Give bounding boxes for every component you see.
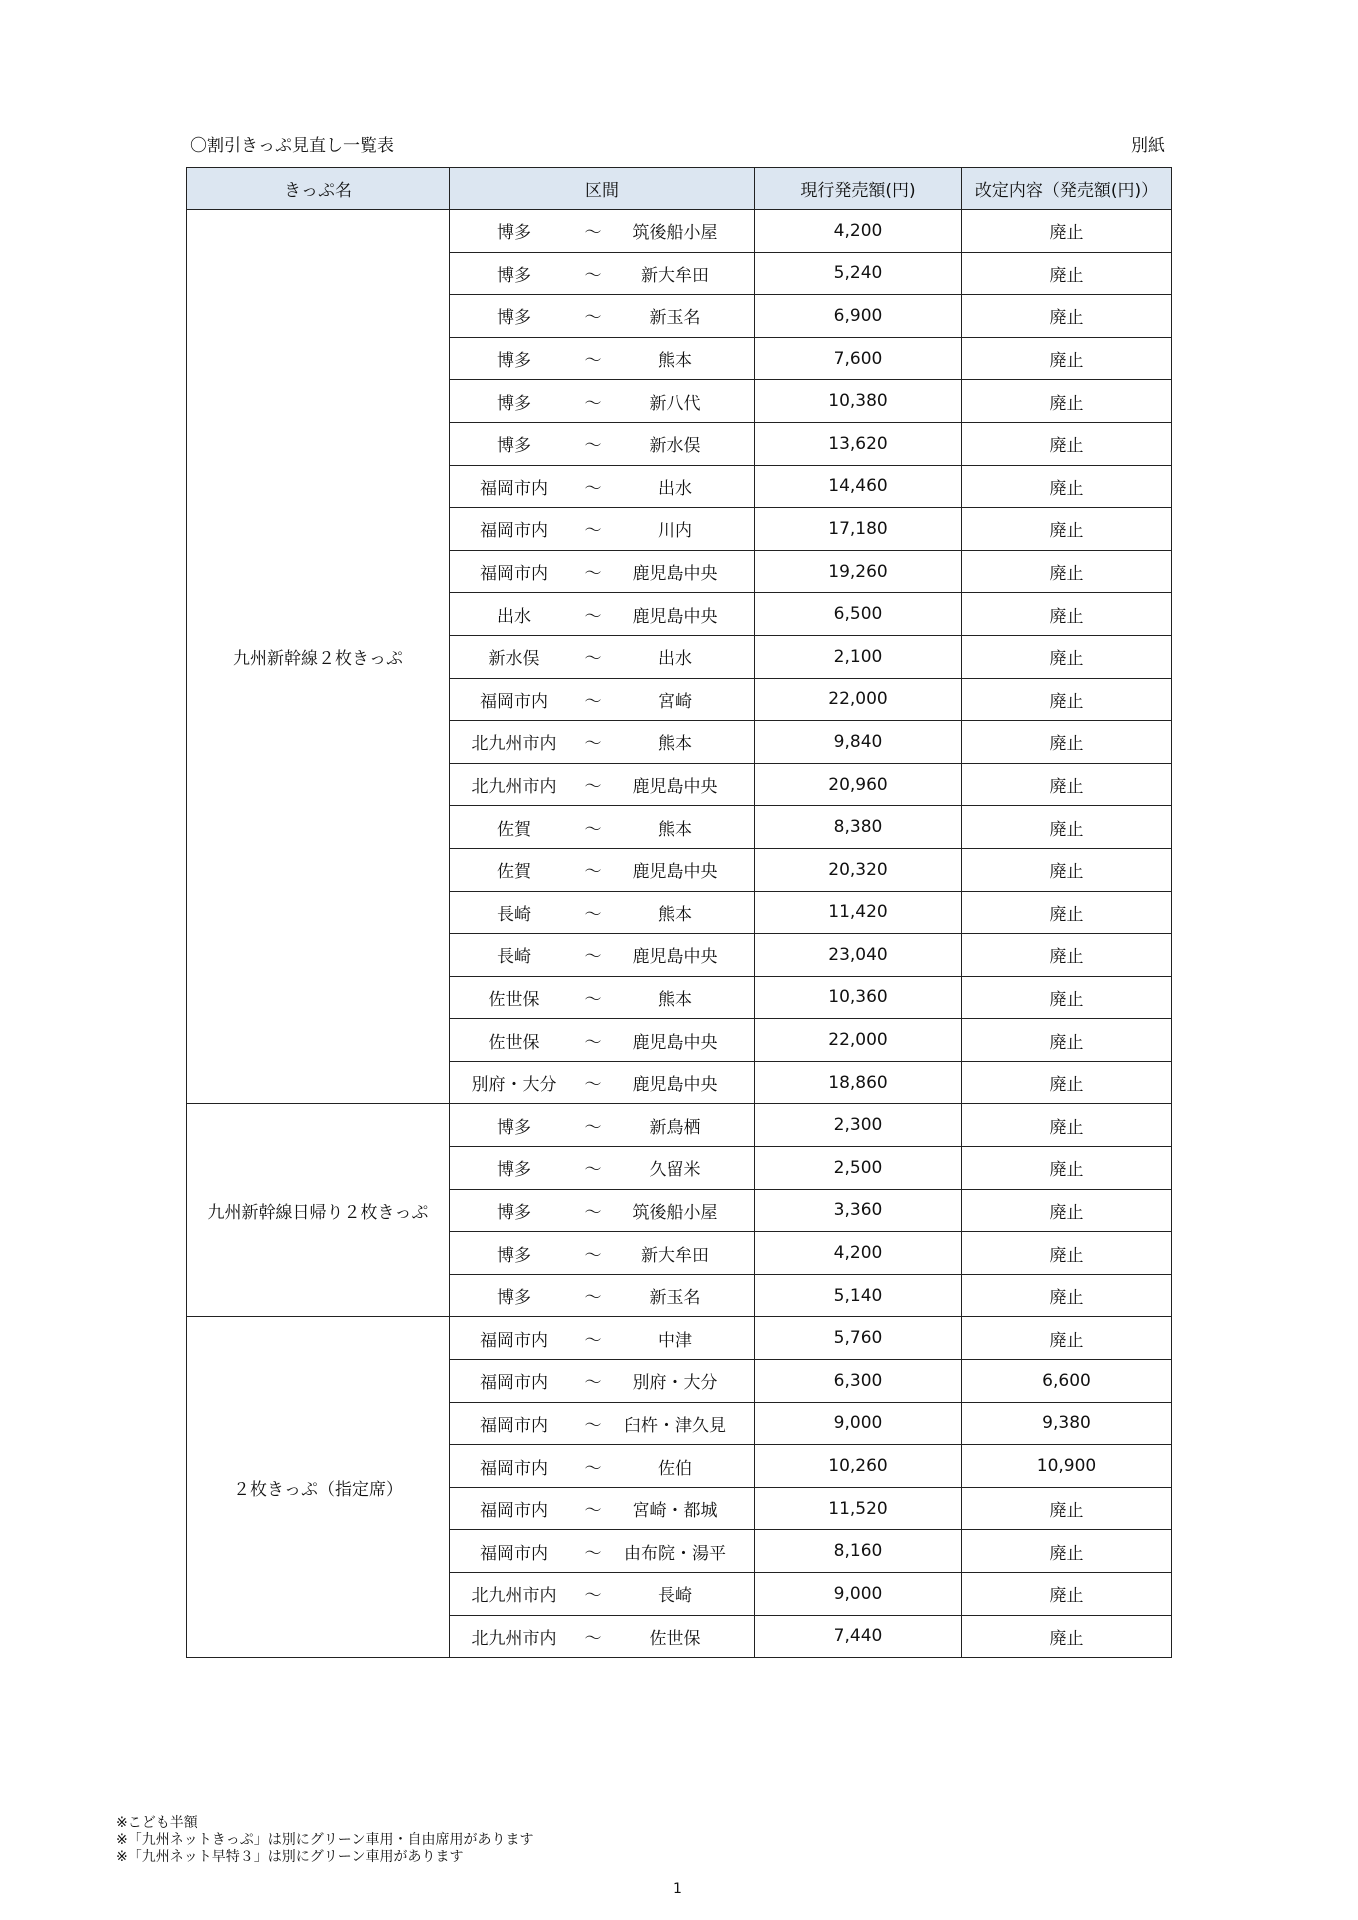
revision-cell: 廃止 bbox=[962, 721, 1172, 764]
section-cell bbox=[450, 252, 755, 295]
header-current-price: 現行発売額(円) bbox=[755, 168, 962, 210]
section-from: 佐世保 bbox=[488, 989, 540, 1010]
section-to: 川内 bbox=[658, 521, 692, 542]
section-cell bbox=[450, 380, 755, 423]
section-to: 佐世保 bbox=[649, 1628, 701, 1649]
current-price-cell: 11,520 bbox=[755, 1487, 962, 1530]
section-cell bbox=[450, 976, 755, 1019]
section-to: 別府・大分 bbox=[632, 1373, 718, 1394]
revision-cell: 廃止 bbox=[962, 891, 1172, 934]
current-price-cell: 9,000 bbox=[755, 1573, 962, 1616]
section-from: 佐賀 bbox=[497, 819, 531, 840]
current-price-cell: 7,600 bbox=[755, 337, 962, 380]
section-tilde: ～ bbox=[584, 691, 602, 712]
current-price-cell: 10,360 bbox=[755, 976, 962, 1019]
section-tilde: ～ bbox=[584, 777, 602, 798]
current-price-cell: 6,900 bbox=[755, 295, 962, 338]
section-tilde: ～ bbox=[584, 308, 602, 329]
revision-cell: 廃止 bbox=[962, 1232, 1172, 1275]
section-from: 博多 bbox=[497, 308, 531, 329]
section-tilde: ～ bbox=[584, 1245, 602, 1266]
section-to: 筑後船小屋 bbox=[632, 1202, 718, 1223]
section-to: 新大牟田 bbox=[641, 1245, 709, 1266]
section-tilde: ～ bbox=[584, 1586, 602, 1607]
section-to: 新玉名 bbox=[649, 1288, 701, 1309]
current-price-cell: 2,300 bbox=[755, 1104, 962, 1147]
section-cell bbox=[450, 678, 755, 721]
current-price-cell: 8,380 bbox=[755, 806, 962, 849]
section-to: 鹿児島中央 bbox=[632, 564, 718, 585]
section-to: 臼杵・津久見 bbox=[624, 1415, 726, 1436]
header-ticket-name: きっぷ名 bbox=[187, 168, 450, 210]
section-tilde: ～ bbox=[584, 1288, 602, 1309]
section-from: 博多 bbox=[497, 223, 531, 244]
revision-cell: 廃止 bbox=[962, 848, 1172, 891]
section-tilde: ～ bbox=[584, 1117, 602, 1138]
section-from: 福岡市内 bbox=[480, 1330, 548, 1351]
section-cell bbox=[450, 934, 755, 977]
footnotes bbox=[116, 1815, 533, 1866]
revision-cell: 廃止 bbox=[962, 1530, 1172, 1573]
section-to: 久留米 bbox=[649, 1160, 701, 1181]
section-from: 福岡市内 bbox=[480, 1543, 548, 1564]
current-price-cell: 5,760 bbox=[755, 1317, 962, 1360]
current-price-cell: 22,000 bbox=[755, 1019, 962, 1062]
section-tilde: ～ bbox=[584, 478, 602, 499]
section-from: 北九州市内 bbox=[471, 1586, 557, 1607]
section-from: 博多 bbox=[497, 1288, 531, 1309]
section-cell bbox=[450, 1274, 755, 1317]
section-from: 長崎 bbox=[497, 904, 531, 925]
section-tilde: ～ bbox=[584, 1628, 602, 1649]
section-from: 北九州市内 bbox=[471, 734, 557, 755]
section-cell bbox=[450, 1360, 755, 1403]
section-cell bbox=[450, 550, 755, 593]
section-from: 福岡市内 bbox=[480, 1458, 548, 1479]
footnote: ※「九州ネットきっぷ」は別にグリーン車用・自由席用があります bbox=[116, 1832, 534, 1848]
current-price-cell: 5,140 bbox=[755, 1274, 962, 1317]
revision-cell: 廃止 bbox=[962, 934, 1172, 977]
section-tilde: ～ bbox=[584, 1160, 602, 1181]
footnote: ※こども半額 bbox=[116, 1815, 198, 1831]
section-cell bbox=[450, 1487, 755, 1530]
table-row bbox=[187, 1317, 1172, 1360]
section-tilde: ～ bbox=[584, 862, 602, 883]
section-cell bbox=[450, 465, 755, 508]
section-cell bbox=[450, 1232, 755, 1275]
current-price-cell: 23,040 bbox=[755, 934, 962, 977]
section-cell bbox=[450, 1189, 755, 1232]
current-price-cell: 22,000 bbox=[755, 678, 962, 721]
revision-cell: 廃止 bbox=[962, 465, 1172, 508]
section-from: 福岡市内 bbox=[480, 691, 548, 712]
revision-cell: 廃止 bbox=[962, 1189, 1172, 1232]
section-tilde: ～ bbox=[584, 1075, 602, 1096]
section-to: 出水 bbox=[658, 649, 692, 670]
section-to: 由布院・湯平 bbox=[624, 1543, 726, 1564]
page-title: 〇割引きっぷ見直し一覧表 bbox=[190, 136, 394, 156]
section-cell bbox=[450, 1573, 755, 1616]
section-to: 新鳥栖 bbox=[649, 1117, 701, 1138]
revision-cell: 廃止 bbox=[962, 295, 1172, 338]
header-revision: 改定内容（発売額(円)） bbox=[962, 168, 1172, 210]
section-tilde: ～ bbox=[584, 989, 602, 1010]
current-price-cell: 10,380 bbox=[755, 380, 962, 423]
footnote: ※「九州ネット早特３」は別にグリーン車用があります bbox=[116, 1849, 464, 1865]
section-cell bbox=[450, 1445, 755, 1488]
current-price-cell: 6,500 bbox=[755, 593, 962, 636]
revision-cell: 廃止 bbox=[962, 210, 1172, 253]
ticket-name-cell: 九州新幹線日帰り２枚きっぷ bbox=[187, 1104, 450, 1317]
section-cell bbox=[450, 763, 755, 806]
section-cell bbox=[450, 210, 755, 253]
revision-cell: 6,600 bbox=[962, 1360, 1172, 1403]
header-section: 区間 bbox=[450, 168, 755, 210]
revision-cell: 廃止 bbox=[962, 1061, 1172, 1104]
section-tilde: ～ bbox=[584, 1373, 602, 1394]
revision-cell: 廃止 bbox=[962, 1274, 1172, 1317]
current-price-cell: 6,300 bbox=[755, 1360, 962, 1403]
section-cell bbox=[450, 1061, 755, 1104]
section-tilde: ～ bbox=[584, 436, 602, 457]
section-cell bbox=[450, 806, 755, 849]
table-row bbox=[187, 210, 1172, 253]
section-tilde: ～ bbox=[584, 904, 602, 925]
section-to: 新八代 bbox=[649, 393, 701, 414]
current-price-cell: 5,240 bbox=[755, 252, 962, 295]
section-tilde: ～ bbox=[584, 1032, 602, 1053]
section-from: 博多 bbox=[497, 265, 531, 286]
section-tilde: ～ bbox=[584, 1543, 602, 1564]
section-to: 熊本 bbox=[658, 904, 692, 925]
current-price-cell: 7,440 bbox=[755, 1615, 962, 1658]
section-tilde: ～ bbox=[584, 1458, 602, 1479]
section-tilde: ～ bbox=[584, 649, 602, 670]
section-to: 新大牟田 bbox=[641, 265, 709, 286]
section-from: 福岡市内 bbox=[480, 1373, 548, 1394]
section-from: 博多 bbox=[497, 351, 531, 372]
section-to: 鹿児島中央 bbox=[632, 947, 718, 968]
section-tilde: ～ bbox=[584, 265, 602, 286]
section-cell bbox=[450, 1104, 755, 1147]
section-from: 博多 bbox=[497, 1245, 531, 1266]
section-to: 熊本 bbox=[658, 989, 692, 1010]
section-cell bbox=[450, 1530, 755, 1573]
section-to: 出水 bbox=[658, 478, 692, 499]
section-tilde: ～ bbox=[584, 947, 602, 968]
section-cell bbox=[450, 1147, 755, 1190]
table-body bbox=[187, 210, 1172, 1658]
current-price-cell: 3,360 bbox=[755, 1189, 962, 1232]
page-number: 1 bbox=[673, 1881, 682, 1897]
revision-cell: 10,900 bbox=[962, 1445, 1172, 1488]
section-tilde: ～ bbox=[584, 1501, 602, 1522]
section-tilde: ～ bbox=[584, 734, 602, 755]
section-from: 福岡市内 bbox=[480, 521, 548, 542]
revision-cell: 廃止 bbox=[962, 593, 1172, 636]
section-to: 新玉名 bbox=[649, 308, 701, 329]
current-price-cell: 19,260 bbox=[755, 550, 962, 593]
section-from: 佐世保 bbox=[488, 1032, 540, 1053]
section-to: 宮崎 bbox=[658, 691, 692, 712]
section-cell bbox=[450, 508, 755, 551]
section-cell bbox=[450, 721, 755, 764]
current-price-cell: 14,460 bbox=[755, 465, 962, 508]
section-cell bbox=[450, 295, 755, 338]
section-to: 鹿児島中央 bbox=[632, 1075, 718, 1096]
table-row bbox=[187, 1104, 1172, 1147]
revision-cell: 廃止 bbox=[962, 976, 1172, 1019]
revision-cell: 廃止 bbox=[962, 337, 1172, 380]
section-from: 北九州市内 bbox=[471, 1628, 557, 1649]
current-price-cell: 9,840 bbox=[755, 721, 962, 764]
revision-cell: 廃止 bbox=[962, 806, 1172, 849]
ticket-name-cell: ２枚きっぷ（指定席） bbox=[187, 1317, 450, 1658]
section-cell bbox=[450, 1402, 755, 1445]
section-cell bbox=[450, 635, 755, 678]
section-tilde: ～ bbox=[584, 819, 602, 840]
section-tilde: ～ bbox=[584, 393, 602, 414]
section-to: 筑後船小屋 bbox=[632, 223, 718, 244]
revision-cell: 廃止 bbox=[962, 422, 1172, 465]
section-cell bbox=[450, 422, 755, 465]
current-price-cell: 2,100 bbox=[755, 635, 962, 678]
section-from: 佐賀 bbox=[497, 862, 531, 883]
revision-cell: 廃止 bbox=[962, 252, 1172, 295]
section-from: 福岡市内 bbox=[480, 564, 548, 585]
section-tilde: ～ bbox=[584, 1330, 602, 1351]
revision-cell: 廃止 bbox=[962, 1573, 1172, 1616]
section-cell bbox=[450, 1317, 755, 1360]
current-price-cell: 10,260 bbox=[755, 1445, 962, 1488]
current-price-cell: 2,500 bbox=[755, 1147, 962, 1190]
section-from: 北九州市内 bbox=[471, 777, 557, 798]
section-from: 博多 bbox=[497, 1202, 531, 1223]
section-tilde: ～ bbox=[584, 1415, 602, 1436]
current-price-cell: 11,420 bbox=[755, 891, 962, 934]
section-to: 中津 bbox=[658, 1330, 692, 1351]
section-tilde: ～ bbox=[584, 521, 602, 542]
section-from: 別府・大分 bbox=[471, 1075, 557, 1096]
current-price-cell: 18,860 bbox=[755, 1061, 962, 1104]
revision-cell: 廃止 bbox=[962, 1487, 1172, 1530]
current-price-cell: 20,960 bbox=[755, 763, 962, 806]
section-from: 長崎 bbox=[497, 947, 531, 968]
section-to: 鹿児島中央 bbox=[632, 1032, 718, 1053]
revision-cell: 9,380 bbox=[962, 1402, 1172, 1445]
revision-cell: 廃止 bbox=[962, 380, 1172, 423]
revision-cell: 廃止 bbox=[962, 550, 1172, 593]
section-cell bbox=[450, 848, 755, 891]
section-tilde: ～ bbox=[584, 606, 602, 627]
revision-cell: 廃止 bbox=[962, 1019, 1172, 1062]
revision-cell: 廃止 bbox=[962, 763, 1172, 806]
section-to: 長崎 bbox=[658, 1586, 692, 1607]
section-cell bbox=[450, 891, 755, 934]
section-to: 宮崎・都城 bbox=[632, 1501, 718, 1522]
revision-cell: 廃止 bbox=[962, 678, 1172, 721]
section-from: 福岡市内 bbox=[480, 1501, 548, 1522]
current-price-cell: 4,200 bbox=[755, 1232, 962, 1275]
section-to: 鹿児島中央 bbox=[632, 862, 718, 883]
current-price-cell: 20,320 bbox=[755, 848, 962, 891]
revision-cell: 廃止 bbox=[962, 1615, 1172, 1658]
section-cell bbox=[450, 1615, 755, 1658]
section-tilde: ～ bbox=[584, 223, 602, 244]
revision-cell: 廃止 bbox=[962, 1147, 1172, 1190]
section-cell bbox=[450, 1019, 755, 1062]
section-to: 熊本 bbox=[658, 819, 692, 840]
section-to: 鹿児島中央 bbox=[632, 777, 718, 798]
section-from: 福岡市内 bbox=[480, 1415, 548, 1436]
current-price-cell: 4,200 bbox=[755, 210, 962, 253]
section-tilde: ～ bbox=[584, 1202, 602, 1223]
section-cell bbox=[450, 593, 755, 636]
current-price-cell: 13,620 bbox=[755, 422, 962, 465]
section-from: 新水俣 bbox=[488, 649, 540, 670]
section-from: 出水 bbox=[497, 606, 531, 627]
table-header-row bbox=[187, 168, 1172, 210]
revision-cell: 廃止 bbox=[962, 1104, 1172, 1147]
current-price-cell: 9,000 bbox=[755, 1402, 962, 1445]
section-to: 新水俣 bbox=[649, 436, 701, 457]
section-to: 佐伯 bbox=[658, 1458, 692, 1479]
revision-cell: 廃止 bbox=[962, 635, 1172, 678]
section-from: 博多 bbox=[497, 393, 531, 414]
section-from: 博多 bbox=[497, 1160, 531, 1181]
section-to: 鹿児島中央 bbox=[632, 606, 718, 627]
current-price-cell: 17,180 bbox=[755, 508, 962, 551]
revision-cell: 廃止 bbox=[962, 1317, 1172, 1360]
section-tilde: ～ bbox=[584, 351, 602, 372]
section-from: 福岡市内 bbox=[480, 478, 548, 499]
section-from: 博多 bbox=[497, 1117, 531, 1138]
section-cell bbox=[450, 337, 755, 380]
section-to: 熊本 bbox=[658, 734, 692, 755]
discount-ticket-table bbox=[186, 167, 1172, 1658]
attachment-label: 別紙 bbox=[1131, 136, 1165, 156]
revision-cell: 廃止 bbox=[962, 508, 1172, 551]
current-price-cell: 8,160 bbox=[755, 1530, 962, 1573]
ticket-name-cell: 九州新幹線２枚きっぷ bbox=[187, 210, 450, 1104]
section-from: 博多 bbox=[497, 436, 531, 457]
section-tilde: ～ bbox=[584, 564, 602, 585]
section-to: 熊本 bbox=[658, 351, 692, 372]
